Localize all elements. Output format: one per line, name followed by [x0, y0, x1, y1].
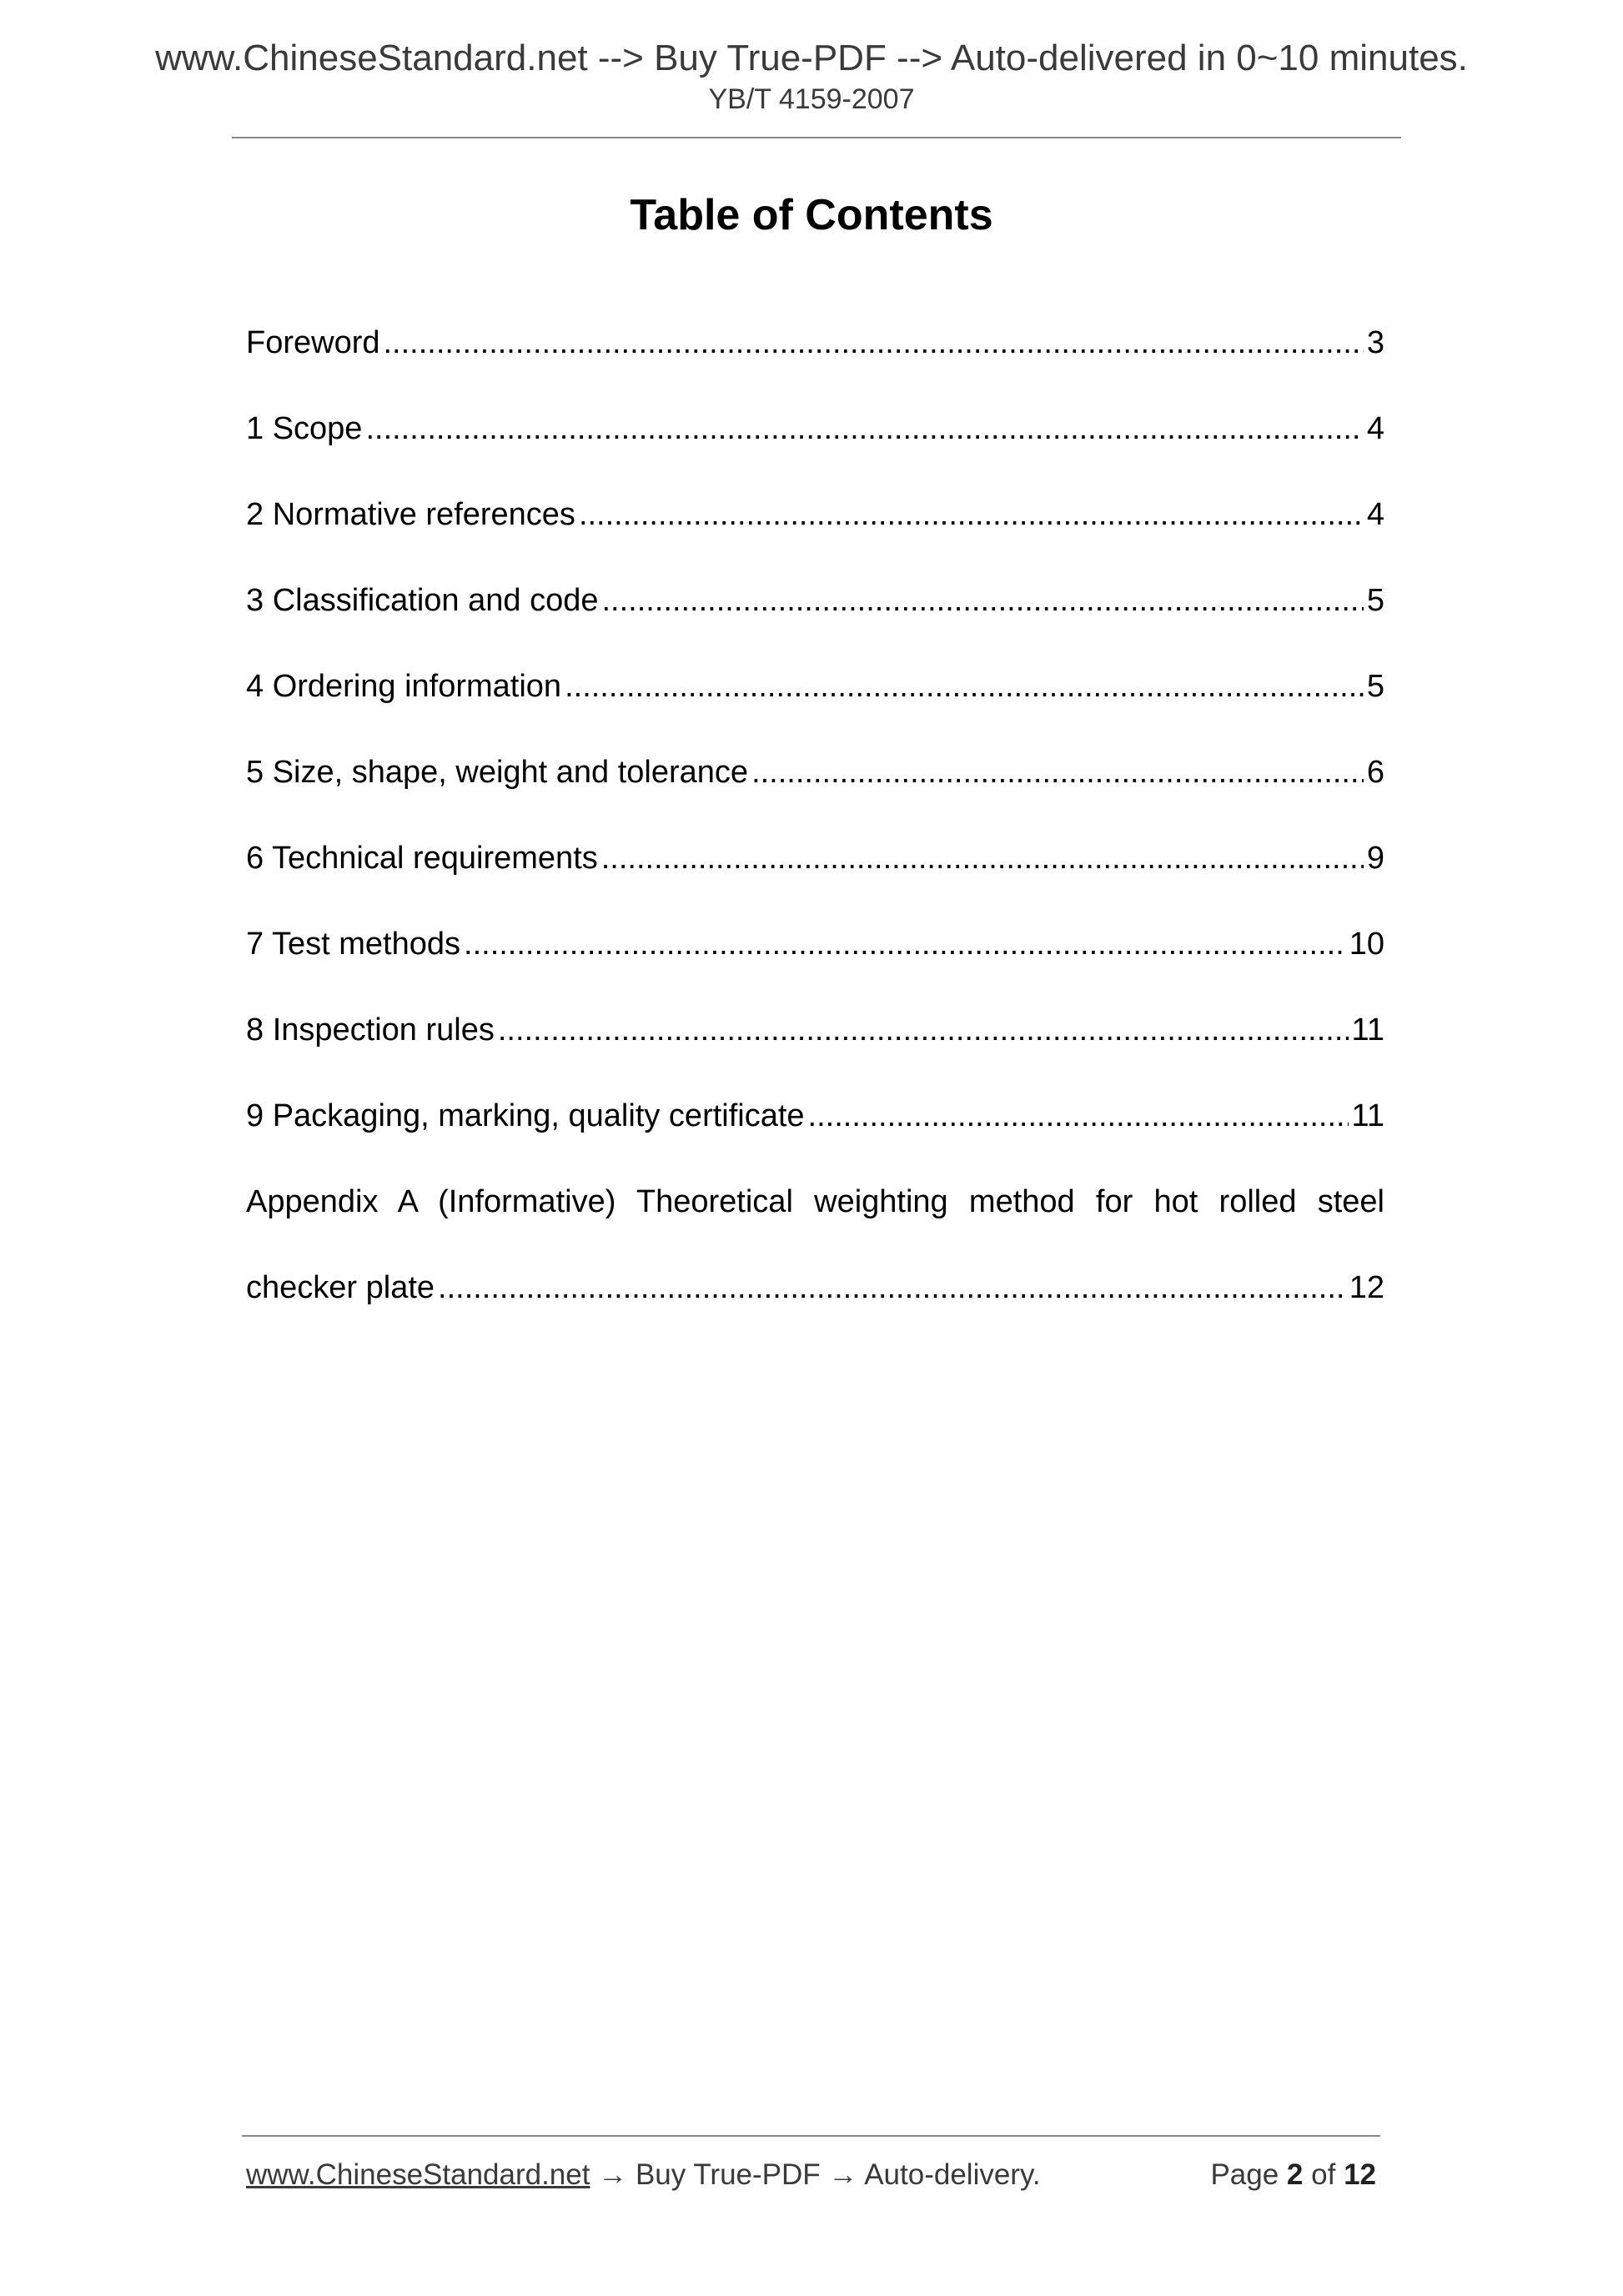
toc-entry-page: 10 — [1349, 927, 1384, 962]
page-number — [1210, 2160, 1376, 2189]
page-current: 2 — [1286, 2158, 1304, 2191]
toc-entry-normative-references[interactable] — [246, 499, 1384, 585]
page-footer — [246, 2160, 1376, 2189]
toc-entry-label: 5 Size, shape, weight and tolerance — [246, 755, 749, 790]
toc-entry-label: 8 Inspection rules — [246, 1012, 495, 1048]
arrow-right-icon: → — [598, 2158, 628, 2191]
toc-leader-dots — [808, 1100, 1349, 1132]
toc-entry-classification-and-code[interactable] — [246, 585, 1384, 671]
of-word: of — [1311, 2158, 1336, 2191]
toc-entry-label: checker plate — [246, 1270, 435, 1305]
toc-entry-page: 9 — [1366, 841, 1384, 876]
toc-entry-label: 7 Test methods — [246, 927, 461, 962]
toc-entry-page: 6 — [1366, 755, 1384, 790]
toc-entry-page: 5 — [1366, 669, 1384, 704]
toc-leader-dots — [601, 842, 1364, 874]
toc-entry-technical-requirements[interactable] — [246, 842, 1384, 928]
header-banner: www.ChineseStandard.net --> Buy True-PDF --> Auto-delivered in 0~10 minutes. — [155, 38, 1468, 78]
document-code: YB/T 4159-2007 — [708, 83, 915, 115]
toc-entry-label: 4 Ordering information — [246, 669, 562, 704]
toc-leader-dots — [751, 756, 1364, 788]
toc-leader-dots — [565, 671, 1364, 702]
toc-entry-label: 2 Normative references — [246, 497, 575, 532]
toc-leader-dots — [601, 585, 1363, 616]
toc-entry-page: 12 — [1349, 1270, 1384, 1305]
toc-entry-page: 11 — [1351, 1012, 1384, 1048]
toc-entry-page: 4 — [1366, 411, 1384, 446]
toc-entry-foreword[interactable] — [246, 327, 1384, 413]
toc-entry-packaging-marking[interactable] — [246, 1100, 1384, 1186]
footer-divider — [242, 2135, 1380, 2137]
header-divider — [232, 137, 1401, 138]
toc-entry-label: 6 Technical requirements — [246, 841, 598, 876]
footer-delivery-text: Auto-delivery. — [864, 2158, 1041, 2191]
toc-entry-page: 4 — [1366, 497, 1384, 532]
toc-entry-label: Foreword — [246, 325, 380, 360]
toc-leader-dots — [438, 1272, 1346, 1304]
toc-entry-ordering-information[interactable] — [246, 671, 1384, 756]
toc-entry-appendix-a-continued[interactable] — [246, 1272, 1384, 1358]
arrow-right-icon: → — [828, 2158, 858, 2191]
toc-leader-dots — [384, 327, 1364, 359]
toc-leader-dots — [365, 413, 1363, 445]
toc-entry-scope[interactable] — [246, 413, 1384, 499]
toc-entry-test-methods[interactable] — [246, 928, 1384, 1014]
toc-entry-appendix-a[interactable]: Appendix A (Informative) Theoretical weighting method for hot rolled steel — [246, 1184, 1384, 1219]
toc-entry-label: 1 Scope — [246, 411, 363, 446]
toc-title: Table of Contents — [630, 191, 993, 239]
toc-entry-page: 5 — [1366, 583, 1384, 618]
toc-entry-page: 11 — [1351, 1098, 1384, 1133]
footer-buy-text: Buy True-PDF — [635, 2158, 821, 2191]
toc-leader-dots — [579, 499, 1364, 530]
page-total: 12 — [1344, 2158, 1376, 2191]
toc-entry-label: 9 Packaging, marking, quality certificate — [246, 1098, 805, 1133]
page-word: Page — [1210, 2158, 1279, 2191]
toc-entry-size-shape-weight[interactable] — [246, 756, 1384, 842]
toc-entry-inspection-rules[interactable] — [246, 1014, 1384, 1100]
table-of-contents — [246, 327, 1384, 1358]
toc-entry-page: 3 — [1366, 325, 1384, 360]
toc-leader-dots — [498, 1014, 1349, 1046]
footer-website-link[interactable]: www.ChineseStandard.net — [246, 2158, 590, 2191]
toc-entry-label: 3 Classification and code — [246, 583, 599, 618]
toc-leader-dots — [464, 928, 1346, 960]
